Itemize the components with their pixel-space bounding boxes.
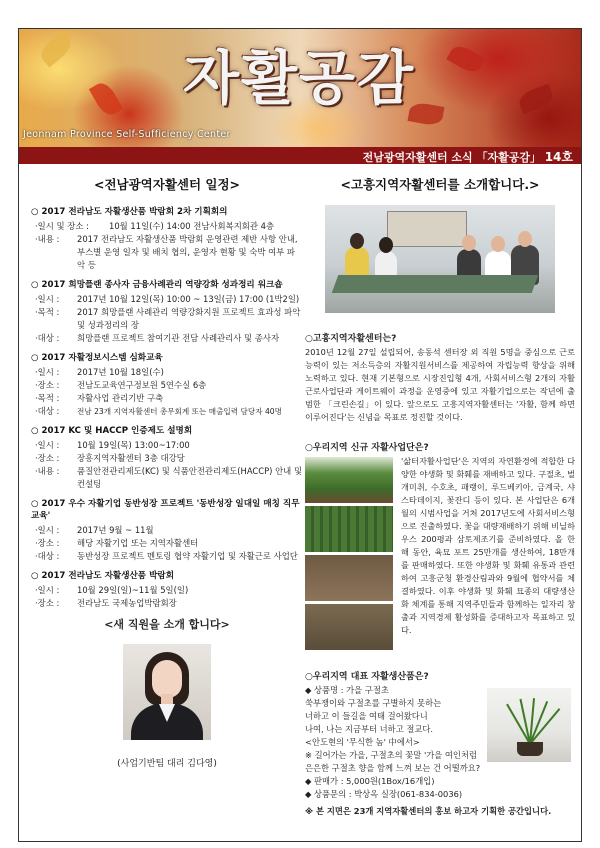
new-project-block xyxy=(305,455,575,655)
event-label: ·대상 : xyxy=(35,406,60,416)
product-line: ◆ 상품문의 : 박상옥 실장(061-834-0036) xyxy=(305,789,463,799)
schedule-event xyxy=(31,569,303,610)
staff-portrait-photo xyxy=(123,644,211,740)
product-line: ◆ 상품명 : 가을 구절초 xyxy=(305,685,389,695)
staff-meeting-photo xyxy=(325,205,555,313)
new-project-heading: ○우리지역 신규 자활사업단은? xyxy=(305,443,429,453)
event-row xyxy=(31,405,303,418)
event-value: 10월 19일(목) 13:00~17:00 xyxy=(77,440,190,450)
new-project-text: '삶터자활사업단'은 지역의 자연환경에 적합한 다양한 야생화 및 화훼를 재배하고 있다. 구절초, 벌개미취, 수호초, 패랭이, 루드베키아, 금계국, 샤스타데이지, 꽃잔디 등이 있다. 본 사업단은 6개월의 시범사업을 거쳐 2017년도에 사회서비스형으로 진출하였다. 꽃을 대량재배하기 위해 비닐하우스 200평과 삼토제조기를 준비하였다. 올 한 해 동안, 육묘 포트 25만개를 생산하여, 18만개를 판매하였다. 또한 야생화 및 화훼 유통과 관련하여 고흥군청 환경산림과와 9월에 협약서를 체결하였다. 이후 야생화 및 화훼 묘종의 대량생산화 체계를 통해 지역주민들과 함께하는 일자리 창출과 지역경제 활성화를 증대하고자 목표하고 있다. xyxy=(401,456,575,635)
event-title: ○ 2017 전라남도 자활생산품 박람회 xyxy=(31,571,175,581)
event-value: 전라남도 국제농업박람회장 xyxy=(77,598,177,608)
product-line: 쑥부쟁이와 구절초를 구별하지 못하는 xyxy=(305,698,442,708)
maple-leaf-decoration xyxy=(89,79,123,118)
schedule-event xyxy=(31,278,303,345)
event-row xyxy=(31,332,303,345)
issue-bar xyxy=(19,147,581,164)
event-value: 희망플랜 프로젝트 참여기관 전담 사례관리사 및 종사자 xyxy=(77,333,280,343)
event-row xyxy=(31,597,303,610)
issue-org-line: 전남광역자활센터 소식 「자활공감」 xyxy=(362,151,541,164)
event-row xyxy=(31,379,303,392)
event-value: 자활사업 관리기반 구축 xyxy=(77,393,164,403)
event-row xyxy=(31,550,303,563)
event-value: 2017 희망플랜 사례관리 역량강화지원 프로젝트 효과성 파악 및 성과정리의 장 xyxy=(77,307,301,330)
event-row xyxy=(31,366,303,379)
event-row xyxy=(31,293,303,306)
event-label: ·내용 : xyxy=(35,466,60,476)
intro-heading: ○고흥지역자활센터는? xyxy=(305,334,397,344)
event-title: ○ 2017 전라남도 자활생산품 박람회 2차 기획회의 xyxy=(31,207,228,217)
event-value: 해당 자활기업 또는 지역자활센터 xyxy=(77,538,199,548)
staff-caption: (사업기반팀 대리 김다영) xyxy=(117,759,217,769)
event-title: ○ 2017 우수 자활기업 동반성장 프로젝트 '동반성장 일대일 매칭 직무교육' xyxy=(31,499,300,521)
event-label: ·장소 : xyxy=(35,598,60,608)
product-line: <안도현의 '무식한 놈' 中에서> xyxy=(305,737,420,747)
product-line: ※ 길어가는 가을, 구절초의 꽃말 '가을 여인처럼 은은한 구절초 향을 함께 느껴 보는 건 어떨까요? xyxy=(305,750,481,773)
event-value: 10월 29일(일)~11월 5일(일) xyxy=(77,585,189,595)
event-row xyxy=(31,537,303,550)
maple-leaf-decoration xyxy=(37,30,76,67)
worker-photo xyxy=(305,555,393,601)
intro-text: 2010년 12월 27일 설립되어, 송동석 센터장 외 직원 5명을 중심으로 근로능력이 있는 저소득층의 자활지원서비스를 제공하여 자립능력 향상을 위해 노력하고 있다. 현재 기본형으로 시장진입형 4개, 사회서비스형 2개의 자활근로사업단과 게이트웨이 과정을 운영중에 있고 자활기업으로는 작년에 출범한 「크린손길」이 있다. 앞으로도 고흥지역자활센터는 '자활, 함께 하면 이루어진다'는 신념을 목표로 정진할 것이다. xyxy=(305,347,575,422)
event-label: ·일시 : xyxy=(35,440,60,450)
event-label: ·대상 : xyxy=(35,551,60,561)
event-label: ·일시 : xyxy=(35,294,60,304)
potted-plant-photo xyxy=(487,688,571,762)
event-row xyxy=(31,306,303,332)
maple-leaf-decoration xyxy=(517,84,556,114)
event-row xyxy=(31,524,303,537)
schedule-column xyxy=(31,175,303,769)
event-row xyxy=(31,220,303,233)
page-note: ※ 본 지면은 23개 지역자활센터의 홍보 하고자 기획한 공간입니다. xyxy=(305,806,552,816)
schedule-event xyxy=(31,497,303,563)
potting-photo xyxy=(305,604,393,650)
event-label: ·장소 : xyxy=(35,538,60,548)
event-value: 동반성장 프로젝트 멘토링 협약 자활기업 및 자활근로 사업단 xyxy=(77,551,298,561)
event-label: ·일시 : xyxy=(35,585,60,595)
header-banner xyxy=(19,29,581,147)
event-title: ○ 2017 희망플랜 종사자 금융사례관리 역량강화 성과정리 워크숍 xyxy=(31,280,283,290)
event-row xyxy=(31,465,303,491)
product-heading: ○우리지역 대표 자활생산품은? xyxy=(305,672,429,682)
event-value: 2017 전라남도 자활생산품 박람회 운영관련 제반 사항 안내, 부스별 운영 일자 및 배치 협의, 운영자 현황 및 숙박 여부 파악 등 xyxy=(77,234,298,270)
new-staff-title: <새 직원을 소개 합니다> xyxy=(104,618,230,631)
issue-number: 14호 xyxy=(544,150,573,164)
event-label: ·장소 : xyxy=(35,453,60,463)
event-label: ·일시 : xyxy=(35,525,60,535)
event-label: ·일시 및 장소 : xyxy=(35,221,89,231)
newsletter-subtitle: Jeonnam Province Self-Sufficiency Center xyxy=(23,129,231,140)
newsletter-page xyxy=(18,28,582,842)
schedule-event xyxy=(31,205,303,272)
newsletter-title: 자활공감 xyxy=(182,44,416,112)
event-value: 장흥지역자활센터 3층 대강당 xyxy=(77,453,185,463)
event-label: ·내용 : xyxy=(35,234,60,244)
wildflower-farm-photos xyxy=(305,457,393,653)
event-label: ·목적 : xyxy=(35,307,60,317)
event-title: ○ 2017 자활정보시스템 심화교육 xyxy=(31,353,163,363)
event-row xyxy=(31,584,303,597)
greenhouse-photo xyxy=(305,457,393,503)
event-value: 2017년 9월 ~ 11월 xyxy=(77,525,154,535)
product-line: ◆ 판매가 : 5,000원(1Box/16개입) xyxy=(305,776,435,786)
event-row xyxy=(31,392,303,405)
intro-paragraph xyxy=(305,346,575,424)
event-label: ·대상 : xyxy=(35,333,60,343)
schedule-section-title: <전남광역자활센터 일정> xyxy=(93,177,241,192)
maple-leaf-decoration xyxy=(446,42,485,76)
event-title: ○ 2017 KC 및 HACCP 인증제도 설명회 xyxy=(31,426,193,436)
event-label: ·장소 : xyxy=(35,380,60,390)
product-line: 나여, 나는 지금부터 너하고 절교다. xyxy=(305,724,434,734)
schedule-event xyxy=(31,424,303,491)
product-line: 너하고 이 들길을 여태 걸어왔다니 xyxy=(305,711,428,721)
event-value: 2017년 10월 18일(수) xyxy=(77,367,164,377)
schedule-event xyxy=(31,351,303,418)
event-row xyxy=(31,452,303,465)
event-value: 전남 23개 지역자활센터 총무회계 또는 매출입력 담당자 40명 xyxy=(77,407,282,416)
center-section-title: <고흥지역자활센터를 소개합니다.> xyxy=(340,177,540,192)
event-value: 품질안전관리제도(KC) 및 식품안전관리제도(HACCP) 안내 및 컨설팅 xyxy=(77,466,303,489)
event-label: ·목적 : xyxy=(35,393,60,403)
seedling-photo xyxy=(305,506,393,552)
event-row xyxy=(31,439,303,452)
event-value: 10월 11일(수) 14:00 전남사회복지회관 4층 xyxy=(109,221,275,231)
product-block xyxy=(305,684,575,801)
event-label: ·일시 : xyxy=(35,367,60,377)
event-row xyxy=(31,233,303,272)
event-value: 전남도교육연구정보원 5연수실 6층 xyxy=(77,380,207,390)
center-intro-column xyxy=(305,175,575,817)
event-value: 2017년 10월 12일(목) 10:00 ~ 13일(금) 17:00 (1박2일) xyxy=(77,294,300,304)
